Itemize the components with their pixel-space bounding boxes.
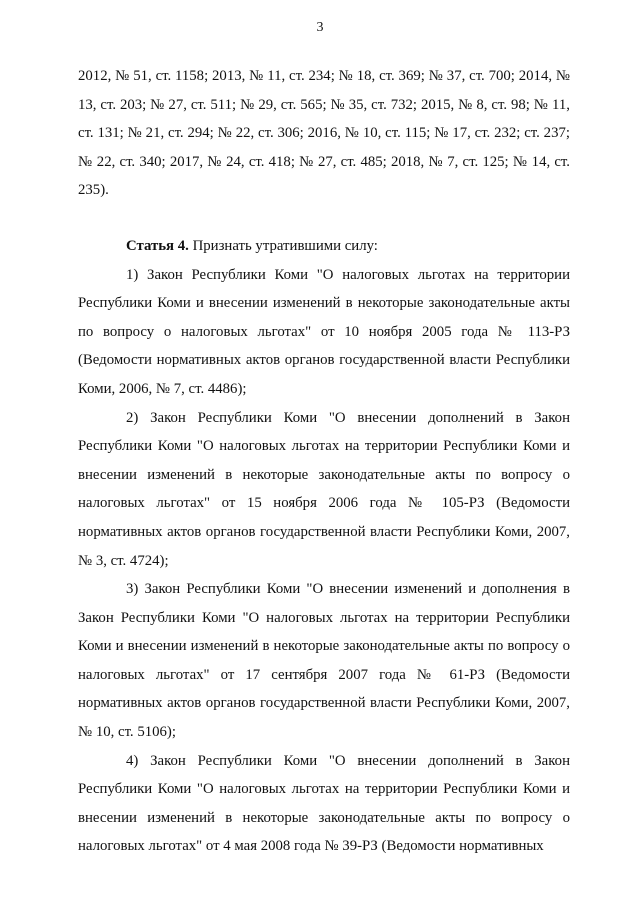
article-4-item-3: 3) Закон Республики Коми "О внесении изменений и дополнения в Закон Республики Коми "О налоговых льготах на территории Республики Коми и внесении изменений в некоторые законодательные акты по вопросу о налоговых льготах" от 17 сентября 2007 года № 61-РЗ (Ведомости нормативных актов органов государственной власти Республики Коми, 2007, № 10, ст. 5106); bbox=[78, 581, 570, 741]
article-4-intro bbox=[78, 232, 570, 261]
article-4-item-2: 2) Закон Республики Коми "О внесении дополнений в Закон Республики Коми "О налоговых льготах на территории Республики Коми и внесении изменений в некоторые законодательные акты по вопросу о налоговых льготах" от 15 ноября 2006 года № 105-РЗ (Ведомости нормативных актов органов государственной власти Республики Коми, 2007, № 3, ст. 4724); bbox=[78, 409, 570, 569]
continuation-paragraph: 2012, № 51, ст. 1158; 2013, № 11, ст. 234; № 18, ст. 369; № 37, ст. 700; 2014, № 13, ст. 203; № 27, ст. 511; № 29, ст. 565; № 35, ст. 732; 2015, № 8, ст. 98; № 11, ст. 131; № 21, ст. 294; № 22, ст. 306; 2016, № 10, ст. 115; № 17, ст. 232; ст. 237; № 22, ст. 340; 2017, № 24, ст. 418; № 27, ст. 485; 2018, № 7, ст. 125; № 14, ст. 235). bbox=[78, 68, 570, 199]
article-4-intro-text: Признать утратившими силу: bbox=[192, 237, 378, 254]
article-4-heading: Статья 4. bbox=[126, 237, 189, 254]
paragraph-spacer bbox=[78, 205, 570, 232]
page-number: 3 bbox=[316, 20, 324, 35]
article-4-item-1: 1) Закон Республики Коми "О налоговых льготах на территории Республики Коми и внесении изменений в некоторые законодательные акты по вопросу о налоговых льготах" от 10 ноября 2005 года № 113-РЗ (Ведомости нормативных актов органов государственной власти Республики Коми, 2006, № 7, ст. 4486); bbox=[78, 266, 570, 397]
document-body bbox=[78, 62, 570, 861]
article-4-item-4: 4) Закон Республики Коми "О внесении дополнений в Закон Республики Коми "О налоговых льготах на территории Республики Коми и внесении изменений в некоторые законодательные акты по вопросу о налоговых льготах" от 4 мая 2008 года № 39-РЗ (Ведомости нормативных bbox=[78, 752, 570, 855]
